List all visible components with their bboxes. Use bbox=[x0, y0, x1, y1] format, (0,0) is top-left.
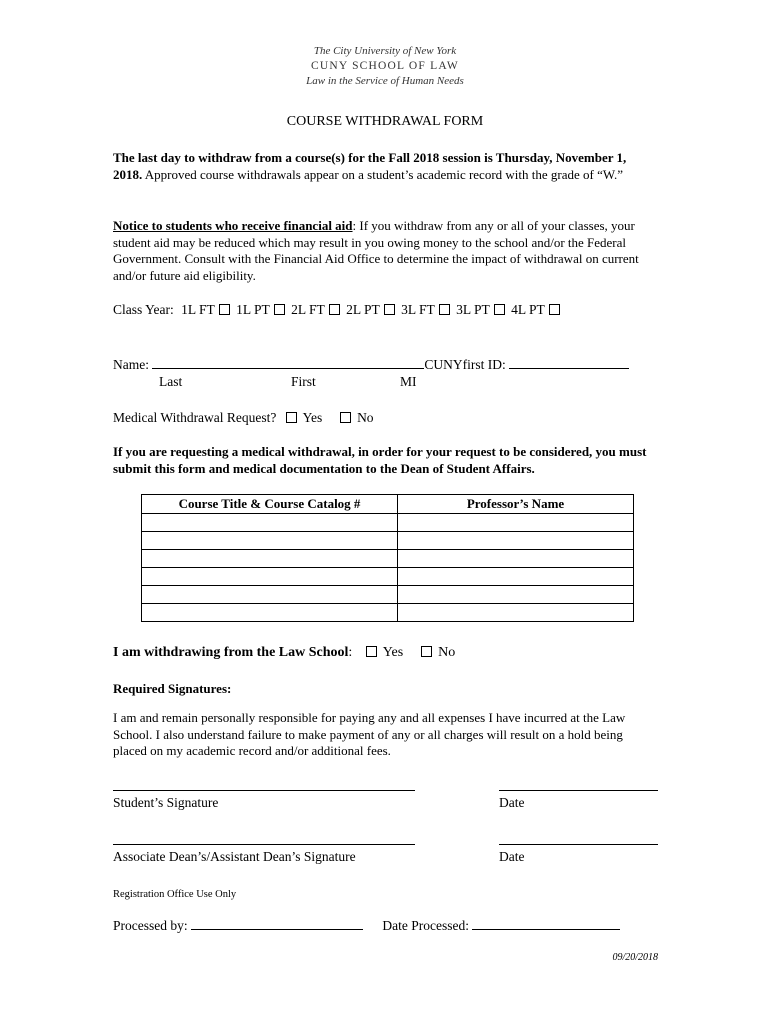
withdraw-no-label: No bbox=[438, 645, 456, 660]
course-cell[interactable] bbox=[142, 604, 398, 622]
table-header-row bbox=[142, 495, 634, 514]
withdraw-yes-checkbox[interactable] bbox=[366, 646, 377, 657]
medical-yes-checkbox[interactable] bbox=[286, 412, 297, 423]
course-table bbox=[141, 494, 634, 622]
dean-date-line[interactable] bbox=[499, 844, 658, 845]
checkbox-3l-pt[interactable] bbox=[494, 304, 505, 315]
form-title: COURSE WITHDRAWAL FORM bbox=[286, 114, 484, 129]
checkbox-4l-pt[interactable] bbox=[549, 304, 560, 315]
class-year-row bbox=[113, 302, 563, 318]
class-year-label: Class Year: bbox=[113, 302, 174, 317]
medical-no-label: No bbox=[357, 410, 374, 425]
course-cell[interactable] bbox=[142, 550, 398, 568]
class-year-option: 1L FT bbox=[181, 302, 233, 317]
professor-cell[interactable] bbox=[398, 586, 634, 604]
school-name: CUNY SCHOOL OF LAW bbox=[311, 60, 459, 72]
table-row bbox=[142, 514, 634, 532]
cunyfirst-id-field[interactable] bbox=[509, 356, 629, 369]
school-logo bbox=[0, 44, 770, 88]
medical-instruction: If you are requesting a medical withdrawal, in order for your request to be considered, you must submit this form and medical documentation to the Dean of Student Affairs. bbox=[113, 444, 647, 476]
cunyfirst-id-label: CUNYfirst ID: bbox=[424, 357, 506, 372]
withdraw-colon: : bbox=[348, 645, 353, 660]
professor-cell[interactable] bbox=[398, 604, 634, 622]
medical-no-checkbox[interactable] bbox=[340, 412, 351, 423]
table-row bbox=[142, 568, 634, 586]
professor-cell[interactable] bbox=[398, 532, 634, 550]
withdraw-school-row bbox=[113, 645, 455, 661]
school-tagline: Law in the Service of Human Needs bbox=[306, 75, 464, 87]
responsibility-statement: I am and remain personally responsible for paying any and all expenses I have incurred at the Law School. I also understand failure to make payment of any or all charges will result on a hold being placed on my academic record and/or additional fees. bbox=[113, 710, 626, 758]
processed-by-label: Processed by: bbox=[113, 918, 188, 933]
medical-yes-label: Yes bbox=[302, 410, 323, 425]
name-field[interactable] bbox=[152, 356, 424, 369]
student-signature-label: Student’s Signature bbox=[113, 795, 219, 810]
university-name: The City University of New York bbox=[313, 45, 457, 57]
name-row bbox=[113, 356, 658, 373]
withdraw-no-checkbox[interactable] bbox=[421, 646, 432, 657]
deadline-rest: Approved course withdrawals appear on a student’s academic record with the grade of “W.” bbox=[144, 166, 623, 182]
class-year-option: 3L PT bbox=[456, 302, 508, 317]
table-row bbox=[142, 550, 634, 568]
col-course-title: Course Title & Course Catalog # bbox=[142, 495, 398, 514]
dean-signature-line[interactable] bbox=[113, 844, 415, 845]
checkbox-2l-ft[interactable] bbox=[329, 304, 340, 315]
student-date-label: Date bbox=[499, 795, 525, 810]
deadline-bold: The last day to withdraw from a course(s) for the Fall 2018 session is Thursday, November 1, 2018. bbox=[113, 150, 627, 182]
deadline-paragraph bbox=[113, 150, 658, 183]
checkbox-2l-pt[interactable] bbox=[384, 304, 395, 315]
medical-label: Medical Withdrawal Request? bbox=[113, 410, 277, 425]
medical-row bbox=[113, 410, 374, 426]
checkbox-1l-ft[interactable] bbox=[219, 304, 230, 315]
name-sublabel-last: Last bbox=[159, 374, 183, 389]
footer-date: 09/20/2018 bbox=[612, 952, 658, 963]
financial-aid-notice bbox=[113, 218, 658, 284]
office-processed-row bbox=[113, 917, 658, 934]
class-year-option: 4L PT bbox=[511, 302, 563, 317]
date-processed-label: Date Processed: bbox=[382, 918, 469, 933]
withdraw-yes-label: Yes bbox=[382, 645, 404, 660]
class-year-option: 2L PT bbox=[346, 302, 398, 317]
class-year-option: 3L FT bbox=[401, 302, 453, 317]
table-row bbox=[142, 532, 634, 550]
dean-date-label: Date bbox=[499, 849, 525, 864]
col-professor-name: Professor’s Name bbox=[398, 495, 634, 514]
course-cell[interactable] bbox=[142, 586, 398, 604]
table-row bbox=[142, 604, 634, 622]
professor-cell[interactable] bbox=[398, 550, 634, 568]
dean-signature-label: Associate Dean’s/Assistant Dean’s Signature bbox=[113, 849, 356, 864]
student-signature-line[interactable] bbox=[113, 790, 415, 791]
course-cell[interactable] bbox=[142, 568, 398, 586]
table-row bbox=[142, 586, 634, 604]
name-sublabel-first: First bbox=[291, 374, 316, 389]
professor-cell[interactable] bbox=[398, 514, 634, 532]
class-year-option: 1L PT bbox=[236, 302, 288, 317]
class-year-option: 2L FT bbox=[291, 302, 343, 317]
name-label: Name: bbox=[113, 357, 149, 372]
office-use-heading: Registration Office Use Only bbox=[113, 889, 237, 900]
notice-heading: Notice to students who receive financial aid bbox=[113, 218, 353, 233]
date-processed-field[interactable] bbox=[472, 917, 620, 930]
course-cell[interactable] bbox=[142, 532, 398, 550]
student-date-line[interactable] bbox=[499, 790, 658, 791]
professor-cell[interactable] bbox=[398, 568, 634, 586]
course-cell[interactable] bbox=[142, 514, 398, 532]
checkbox-3l-ft[interactable] bbox=[439, 304, 450, 315]
name-sublabel-mi: MI bbox=[400, 374, 417, 389]
notice-text: : If you withdraw from any or all of your classes, your student aid may be reduced which may result in you owing money to the school and/or the Federal Government. Consult with the Financial Aid Office to determine the impact of withdrawal on current and/or future aid eligibility. bbox=[113, 218, 639, 283]
withdraw-school-label: I am withdrawing from the Law School bbox=[113, 645, 349, 660]
processed-by-field[interactable] bbox=[191, 917, 363, 930]
checkbox-1l-pt[interactable] bbox=[274, 304, 285, 315]
required-signatures-heading: Required Signatures: bbox=[113, 681, 232, 696]
